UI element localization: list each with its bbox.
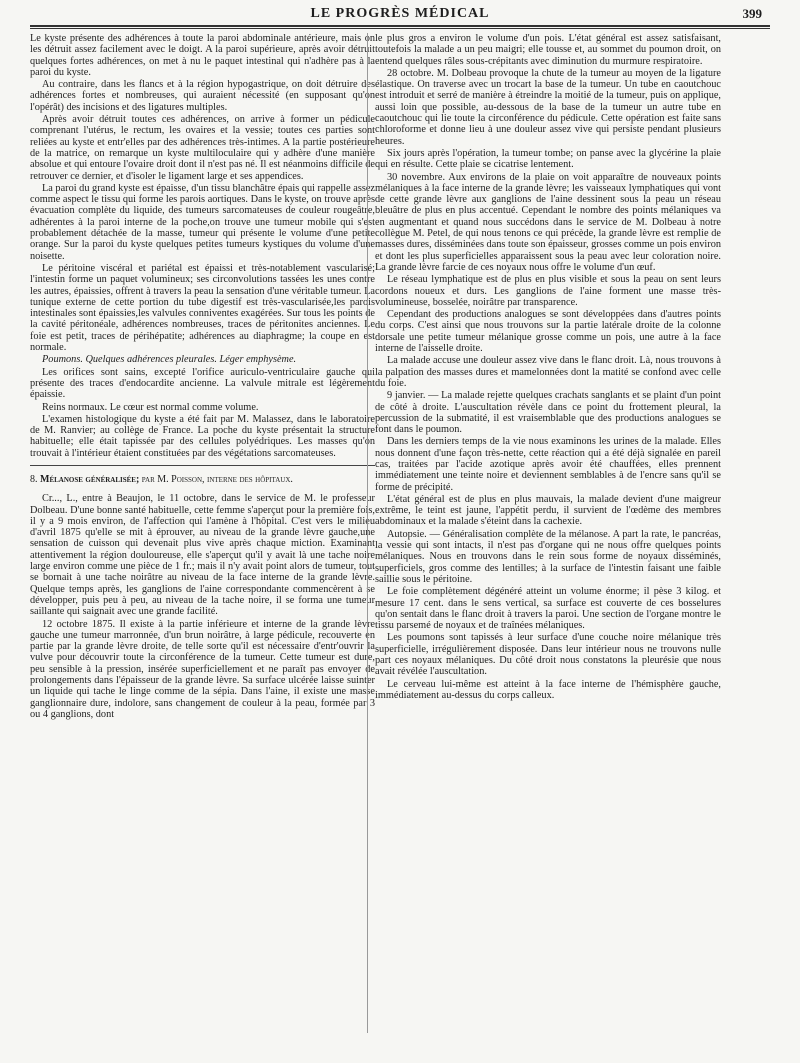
- paragraph: Reins normaux. Le cœur est normal comme volume.: [42, 401, 259, 413]
- paragraph: 12 octobre 1875. Il existe à la partie inférieure et interne de la grande lèvre gauche une tumeur marronnée, d'un brun noirâtre, à large pédicule, recouverte en partie par la grande lèvre droite, de telle sorte qu'il est nécessaire d'entr'ouvrir la vulve pour découvrir toute la circonférence de la tumeur. Cette tumeur est dure, peu sensible à la pression, insérée superficiellement et ne paraît pas envoyer de prolongements dans l'épaisseur de la grande lèvre. Sa surface ulcérée laisse suinter un liquide qui tache le linge comme de la sépia. Dans l'aine, il existe une masse ganglionnaire dure, indolore, sans changement de couleur à la peau, formée par 3 ou 4 ganglions, dont: [30, 618, 375, 720]
- paragraph: Le réseau lymphatique est de plus en plus visible et sous la peau on sent leurs cordons noueux et durs. Les ganglions de l'aine forment une masse très-volumineuse, bosselée, noirâtre par transparence.: [375, 274, 721, 308]
- paragraph: L'examen histologique du kyste a été fait par M. Malassez, dans le laboratoire de M. Ranvier; au collège de France. La poche du kyste présentait la structure habituelle; elle était tapissée par des cellules polyédriques. Les masses qu'on trouvait à l'intérieur étaient constituées par des végétations sarcomateuses.: [30, 413, 375, 459]
- paragraph: Poumons. Quelques adhérences pleurales. Léger emphysème.: [42, 354, 297, 366]
- section-byline: par M. Poisson, interne des hôpitaux.: [141, 473, 293, 485]
- paragraph: La malade accuse une douleur assez vive dans le flanc droit. Là, nous trouvons à la palpation des masses dures et mamelonnées dont la matité se confond avec celle du foie.: [375, 355, 721, 389]
- paragraph: Dans les derniers temps de la vie nous examinons les urines de la malade. Elles nous donnent d'une façon très-nette, cette réaction qui a été déjà signalée en pareil cas, traitées par l'acide azotique après avoir été chauffées, elles prennent immédiatement une teinte noire et deviennent semblables à de l'encre sans qu'il se forme de précipité.: [375, 436, 721, 493]
- section-title: Mélanose généralisée;: [40, 473, 140, 485]
- paragraph: Les poumons sont tapissés à leur surface d'une couche noire mélanique très superficielle, irrégulièrement disposée. Dans leur intérieur nous ne trouvons nulle part ces noyaux mélaniques. Du côté droit nous constatons la pleurésie que nous avait révélée l'auscultation.: [375, 632, 721, 678]
- paragraph: Le cerveau lui-même est atteint à la face interne de l'hémisphère gauche, immédiatement au-dessus du corps calleux.: [375, 678, 721, 701]
- paragraph: le plus gros a environ le volume d'un pois. L'état général est assez satisfaisant, toutefois la malade a un peu maigri; elle tousse et, au sommet du poumon droit, on entend quelques râles sous-crépitants avec diminution du murmure respiratoire.: [375, 33, 721, 67]
- section-number: 8.: [30, 473, 38, 485]
- paragraph: 30 novembre. Aux environs de la plaie on voit apparaître de nouveaux points mélaniques à la face interne de la grande lèvre; les vaisseaux lymphatiques qui vont de cette grande lèvre aux ganglions de l'aine dessinent sous la peau un réseau bleuâtre de plus en plus accentué. Cependant le nombre des points mélaniques va en augmentant et quand nous succédons dans le service de M. Dolbeau à notre collègue M. Petel, de qui nous tenons ce qui précède, la grande lèvre est remplie de masses dures, disséminées dans toute son épaisseur, grosses comme un pois environ et dont les plus superficielles apparaissent sous la peau avec leur coloration noire. La grande lèvre farcie de ces noyaux nous offre le volume d'un œuf.: [375, 171, 721, 273]
- page-number: 399: [742, 6, 762, 21]
- paragraph: Cependant des productions analogues se sont développées dans d'autres points du corps. C'est ainsi que nous trouvons sur la partie latérale droite de la colonne dorsale une petite tumeur mélanique grosse comme un pois, une autre à la face interne de l'aisselle droite.: [375, 309, 721, 355]
- paragraph: Le kyste présente des adhérences à toute la paroi abdominale antérieure, mais on les détruit assez facilement avec le doigt. A la paroi supérieure, après avoir détruit quelques fortes adhérences, on met à nu le paquet intestinal qui n'adhère pas à la paroi du kyste.: [30, 33, 375, 78]
- paragraph: Autopsie. — Généralisation complète de la mélanose. A part la rate, le pancréas, la vessie qui sont intacts, il n'est pas d'organe qui ne nous offre quelques points mélaniques. Nous en trouvons dans le rein sous forme de noyaux disséminés, superficiels, gros comme des lentilles; à la surface de l'intestin faisant une faible saillie sous le péritoine.: [375, 528, 721, 585]
- right-column: [375, 33, 721, 702]
- paragraph: Cr..., L., entre à Beaujon, le 11 octobre, dans le service de M. le professeur Dolbeau. D'une bonne santé habituelle, cette femme s'aperçut pour la première fois, il y a 9 mois environ, de l'affection qui l'amène à l'hôpital. C'est vers le milieu d'avril 1875 qu'elle se mit à éprouver, au niveau de la grande lèvre gauche,une sensation de cuisson qui devenait plus vive après chaque miction. Examinant attentivement la région douloureuse, elle s'aperçut qu'il y avait là une tache noire large environ comme une pièce de 1 fr.; mais il n'y avait point alors de tumeur, tout se bornait à une tache noirâtre au niveau de la face interne de la grande lèvre. Quelque temps après, les ganglions de l'aine correspondante commencèrent à se développer, puis peu à peu, au niveau de la tache noire, il se forma une tumeur saillante qui saignait avec une grande facilité.: [30, 493, 375, 618]
- paragraph: Six jours après l'opération, la tumeur tombe; on panse avec la glycérine la plaie qui en résulte. Cette plaie se cicatrise lentement.: [375, 147, 721, 171]
- paragraph: Au contraire, dans les flancs et à la région hypogastrique, on doit détruire des adhérences fortes et nombreuses, qui auraient nécessité (en supposant qu'on l'opérât) des incisions et des ligatures multiples.: [30, 79, 375, 113]
- paragraph: Les orifices sont sains, excepté l'orifice auriculo-ventriculaire gauche qui présente des traces d'endocardite ancienne. La valvule mitrale est légèrement épaissie.: [30, 366, 375, 401]
- paragraph: Après avoir détruit toutes ces adhérences, on arrive à former un pédicule comprenant l'utérus, le rectum, les ovaires et la vessie; toutes ces parties sont reliées au kyste et entr'elles par des adhérences très-intimes. A la partie postérieure de la matrice, on remarque un kyste multiloculaire qui y adhère d'une manière absolue et qui entoure l'ovaire droit dont il n'est pas né. Il est néanmoins difficile de retrouver ce dernier, et d'isoler le ligament large et ses appendices.: [30, 114, 375, 182]
- left-column: [30, 33, 375, 721]
- header-rule: [30, 25, 770, 27]
- journal-title: LE PROGRÈS MÉDICAL: [310, 6, 490, 21]
- paragraph: Le péritoine viscéral et pariétal est épaissi et très-notablement vascularisé; l'intestin forme un paquet volumineux; ses circonvolutions tassées les unes contre les autres, épaissies, offrent à travers la peau la sensation d'une véritable tumeur. La tunique externe de cette portion du tube digestif est très-vascularisée,les parois intestinales sont épaissies,les valvules conniventes exagérées. Sur tous les points de la cavité péritonéale, adhérences nombreuses, traces de péritonites anciennes. Le foie est petit, traces de périhépatite; adhérences au diaphragme; la coupe en est normale.: [30, 262, 375, 354]
- page-header: [30, 6, 770, 24]
- paragraph: Le foie complètement dégénéré atteint un volume énorme; il pèse 3 kilog. et mesure 17 cent. dans le sens vertical, sa surface est couverte de ces bosselures qu'on sentait dans le flanc droit à travers la paroi. Une section de l'organe montre le tissu parsemé de noyaux et de traînées mélaniques.: [375, 586, 721, 632]
- paragraph: La paroi du grand kyste est épaisse, d'un tissu blanchâtre épais qui rappelle assez comme aspect le tissu qui forme les parois aortiques. Dans le kyste, on trouve après évacuation complète du liquide, des tumeurs sarcomateuses de couleur rougeâtre, adhérentes à la paroi interne de la poche,on trouve une tumeur mobile qui s'est probablement détachée de la masse, tumeur qui présente le volume d'une petite orange. Sur la paroi du kyste quelques petites tumeurs kystiques du volume d'une noisette.: [30, 182, 375, 262]
- paragraph: L'état général est de plus en plus mauvais, la malade devient d'une maigreur extrême, le teint est jaune, l'appétit perdu, il survient de l'œdème des membres abdominaux et la malade s'éteint dans la cachexie.: [375, 493, 721, 528]
- paragraph: 9 janvier. — La malade rejette quelques crachats sanglants et se plaint d'un point de côté à droite. L'auscultation révèle dans ce point du frottement pleural, la percussion de la submatité, il est vraisemblable que des productions analogues se font dans le poumon.: [375, 390, 721, 436]
- header-rule-thin: [30, 28, 770, 29]
- paragraph: 28 octobre. M. Dolbeau provoque la chute de la tumeur au moyen de la ligature élastique. On traverse avec un trocart la base de la tumeur. Un tube en caoutchouc est introduit et serré de manière à étreindre la moitié de la tumeur, puis on applique, aussi loin que possible, au-dessous de la base de la tumeur un autre tube en caoutchouc qui lie toute la circonférence du pédicule. Cette opération est faite sans chloroforme et donne lieu à une douleur assez vive qui persiste pendant plusieurs heures.: [375, 67, 721, 147]
- section-heading: [30, 474, 375, 485]
- column-divider: [367, 33, 368, 1033]
- section-separator: [30, 465, 375, 466]
